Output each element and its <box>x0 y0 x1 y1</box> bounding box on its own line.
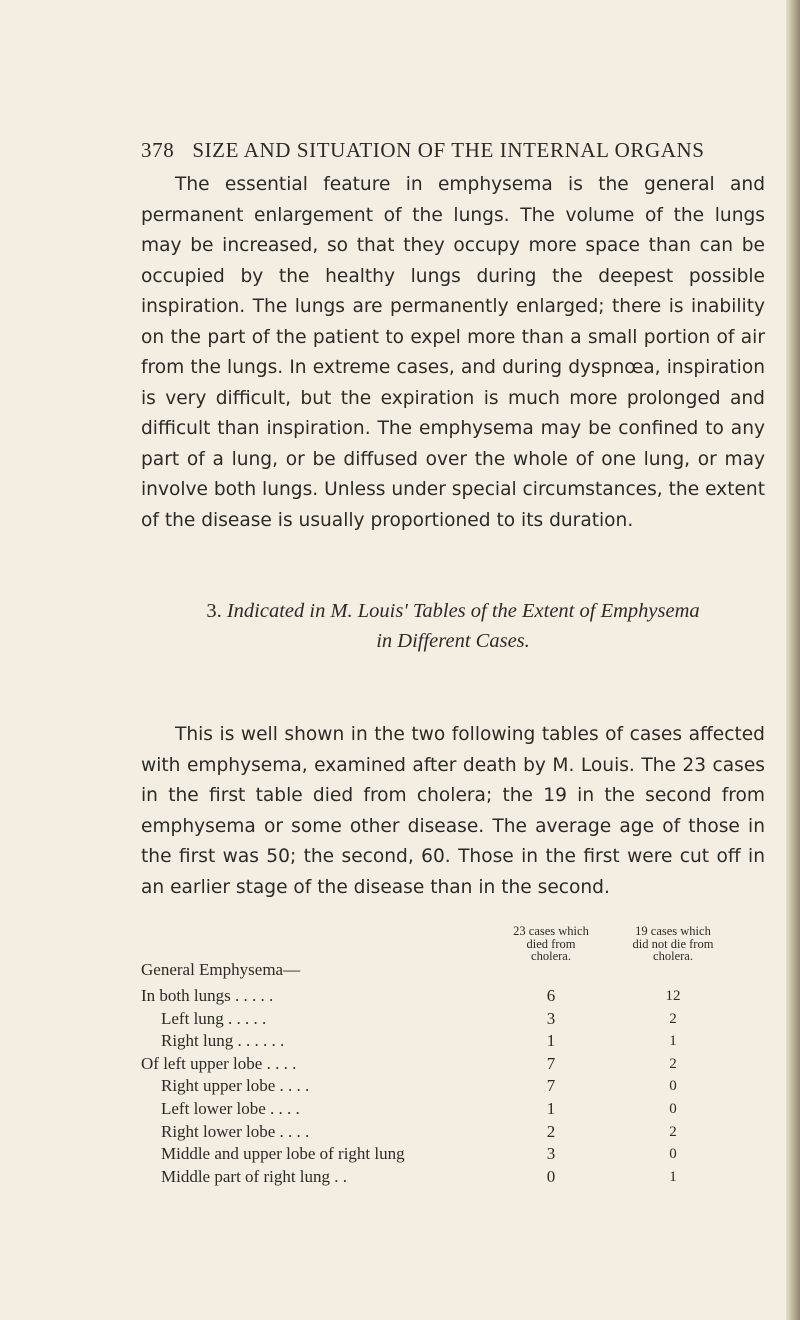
value-not-cholera: 1 <box>669 1168 677 1185</box>
table-row <box>141 1008 761 1031</box>
value-cholera: 7 <box>546 1053 556 1073</box>
column-header-line: cholera. <box>531 949 571 963</box>
row-label: In both lungs . . . . . <box>141 986 274 1005</box>
table-row <box>141 1075 761 1098</box>
value-not-cholera: 0 <box>669 1078 677 1095</box>
row-label: Left lung . . . . . <box>161 1008 267 1028</box>
table-row <box>141 1098 761 1121</box>
value-cholera: 1 <box>546 1098 556 1118</box>
value-not-cholera: 2 <box>669 1010 677 1027</box>
section-title-line-2: in Different Cases. <box>376 630 530 652</box>
value-cholera: 3 <box>546 1008 556 1028</box>
column-header-line: died from <box>526 936 576 951</box>
value-not-cholera: 12 <box>665 988 681 1004</box>
row-label: Right lung . . . . . . <box>161 1031 285 1051</box>
table-row <box>141 1030 761 1053</box>
section-title-line-1: Indicated in M. Louis' Tables of the Extent of Emphysema <box>226 600 700 622</box>
column-header-line: 19 cases which <box>635 924 711 938</box>
column-header-line: cholera. <box>653 949 693 963</box>
value-cholera: 0 <box>546 1166 556 1186</box>
table-row <box>141 1053 761 1076</box>
table-rows <box>141 985 761 1188</box>
table-row <box>141 1121 761 1144</box>
value-cholera: 7 <box>546 1076 556 1096</box>
value-not-cholera: 0 <box>669 1100 677 1117</box>
table-row <box>141 1143 761 1166</box>
value-not-cholera: 2 <box>669 1055 677 1072</box>
column-header-not-cholera <box>608 925 738 963</box>
row-label: Right lower lobe . . . . <box>161 1121 310 1141</box>
table-row <box>141 985 761 1008</box>
value-cholera: 3 <box>546 1144 556 1164</box>
table-row <box>141 1166 761 1189</box>
column-header-line: 23 cases which <box>513 924 589 938</box>
row-label: Left lower lobe . . . . <box>161 1098 300 1118</box>
running-title: SIZE AND SITUATION OF THE INTERNAL ORGANS <box>192 138 705 162</box>
section-number: 3. <box>206 600 222 622</box>
paragraph-emphysema-feature: The essential feature in emphysema is the general and permanent enlargement of the lungs. The volume of the lungs may be increased, so that they occupy more space than can be occupied by the healthy lungs during the deepest possible inspiration. The lungs are permanently enlarged; there is inability on the part of the patient to expel more than a small portion of air from the lungs. In extreme cases, and during dyspnœa, inspiration is very difficult, but the expiration is much more prolonged and difficult than inspiration. The emphysema may be confined to any part of a lung, or be diffused over the whole of one lung, or may involve both lungs. Unless under special circumstances, the extent of the disease is usually proportioned to its duration. <box>141 174 765 531</box>
running-header <box>141 138 720 163</box>
page-edge <box>786 0 800 1320</box>
value-cholera: 2 <box>546 1121 556 1141</box>
column-header-cholera <box>486 925 616 963</box>
section-heading <box>141 596 765 656</box>
group-label: General Emphysema— <box>141 960 301 979</box>
column-header-line: did not die from <box>632 936 714 951</box>
value-not-cholera: 2 <box>669 1123 677 1140</box>
page-number: 378 <box>141 138 175 162</box>
value-not-cholera: 0 <box>669 1146 677 1163</box>
value-cholera: 6 <box>546 986 556 1005</box>
value-cholera: 1 <box>546 1031 556 1051</box>
paragraph-louis-tables: This is well shown in the two following tables of cases affected with emphysema, examined after death by M. Louis. The 23 cases in the first table died from cholera; the 19 in the second from emphysema or some other disease. The average age of those in the first was 50; the second, 60. Those in the first were cut off in an earlier stage of the disease than in the second. <box>141 724 765 898</box>
row-label: Middle part of right lung . . <box>161 1166 348 1186</box>
row-label: Middle and upper lobe of right lung <box>161 1144 405 1164</box>
row-label: Of left upper lobe . . . . <box>141 1053 297 1073</box>
value-not-cholera: 1 <box>669 1033 677 1050</box>
row-label: Right upper lobe . . . . <box>161 1076 310 1096</box>
